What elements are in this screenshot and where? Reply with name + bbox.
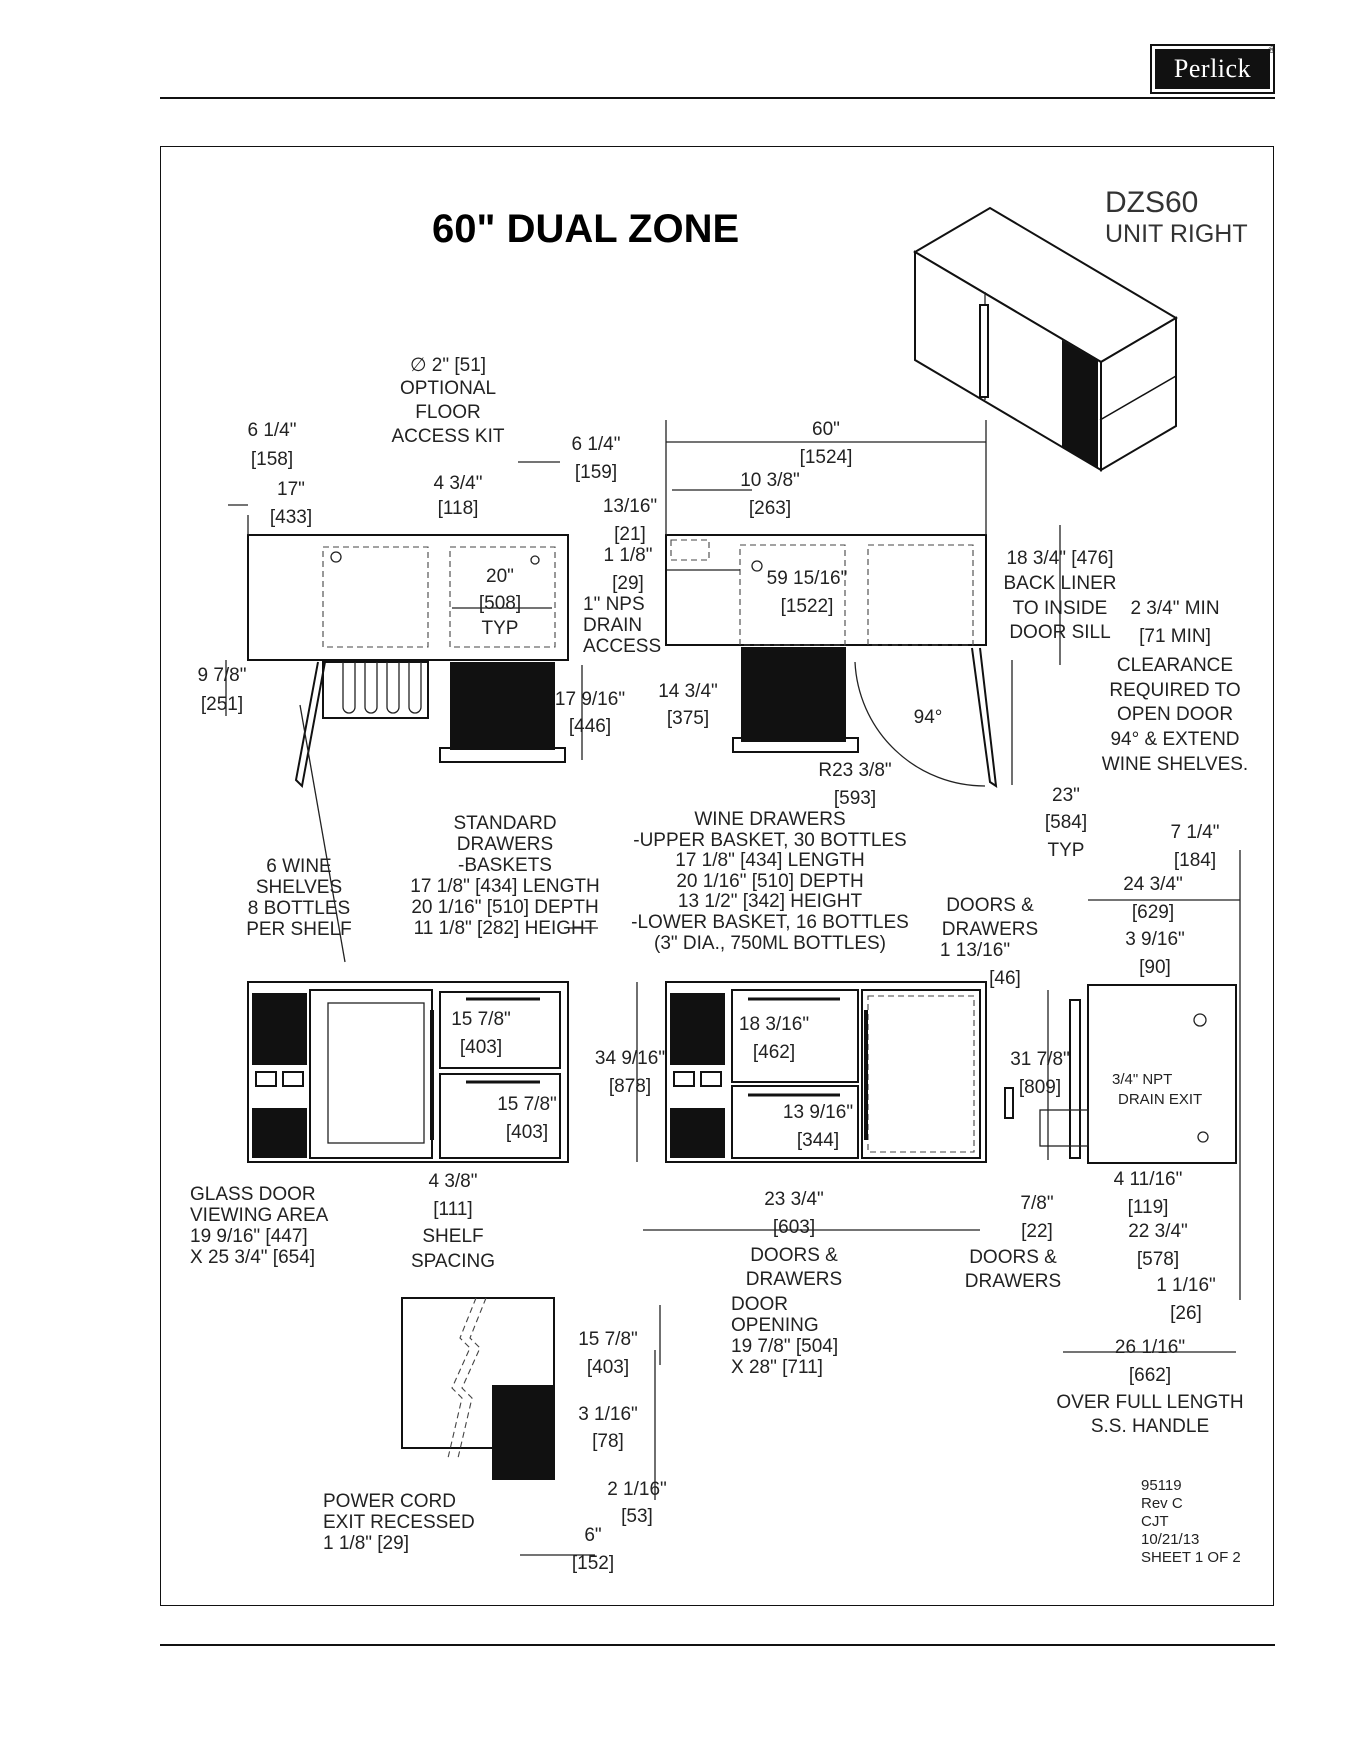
dim-59-15-16	[767, 568, 848, 617]
svg-text:DRAWERS: DRAWERS	[964, 1271, 1062, 1292]
dim-6-1-4-left	[247, 420, 296, 470]
detail-dim-2-1-16	[607, 1479, 667, 1527]
svg-text:23 3/4": 23 3/4"	[764, 1189, 824, 1210]
svg-text:[184]: [184]	[1173, 850, 1217, 871]
svg-text:[629]: [629]	[1131, 902, 1175, 923]
svg-text:X 28" [711]: X 28" [711]	[731, 1357, 823, 1378]
svg-text:GLASS DOOR: GLASS DOOR	[190, 1184, 316, 1205]
svg-text:20 1/16" [510] DEPTH: 20 1/16" [510] DEPTH	[676, 871, 864, 892]
svg-text:DRAIN: DRAIN	[583, 615, 643, 636]
svg-text:3 9/16": 3 9/16"	[1125, 929, 1185, 950]
svg-text:R23 3/8": R23 3/8"	[818, 760, 892, 781]
dim-7-8	[965, 1193, 1061, 1292]
svg-text:[878]: [878]	[608, 1076, 652, 1097]
svg-text:REQUIRED TO: REQUIRED TO	[1109, 680, 1241, 701]
dim-31-7-8	[1010, 1049, 1070, 1098]
svg-text:94° & EXTEND: 94° & EXTEND	[1110, 729, 1240, 750]
door-angle-label: 94°	[913, 707, 943, 728]
svg-text:SHELVES: SHELVES	[255, 877, 343, 898]
svg-text:11 1/8" [282] HEIGHT: 11 1/8" [282] HEIGHT	[413, 918, 597, 939]
svg-text:DRAWERS: DRAWERS	[456, 834, 554, 855]
svg-text:15 7/8": 15 7/8"	[497, 1094, 557, 1115]
svg-text:WINE DRAWERS: WINE DRAWERS	[694, 809, 846, 830]
svg-text:DOORS &: DOORS &	[969, 1247, 1057, 1268]
dim-17	[270, 479, 312, 528]
svg-text:DOORS &: DOORS &	[750, 1245, 838, 1266]
svg-text:[53]: [53]	[621, 1506, 653, 1527]
svg-text:13/16": 13/16"	[602, 496, 658, 517]
svg-text:[433]: [433]	[269, 507, 313, 528]
svg-text:[78]: [78]	[592, 1431, 624, 1452]
dim-22-3-4	[1128, 1221, 1188, 1270]
dim-15-7-8-lower	[497, 1094, 557, 1143]
doors-drawers-top-label	[940, 895, 1038, 989]
svg-text:[22]: [22]	[1021, 1221, 1053, 1242]
dim-14-3-4	[658, 681, 718, 729]
dim-1-1-16	[1156, 1275, 1216, 1324]
svg-text:OVER FULL LENGTH: OVER FULL LENGTH	[1056, 1392, 1244, 1413]
power-cord-label	[323, 1491, 475, 1554]
svg-text:2 1/16": 2 1/16"	[607, 1479, 667, 1500]
dim-18-3-16	[739, 1014, 809, 1063]
dim-1-1-8	[603, 545, 652, 594]
svg-text:10 3/8": 10 3/8"	[740, 470, 800, 491]
svg-text:-LOWER BASKET, 16 BOTTLES: -LOWER BASKET, 16 BOTTLES	[631, 912, 909, 933]
svg-text:[403]: [403]	[586, 1357, 630, 1378]
svg-text:[603]: [603]	[772, 1217, 816, 1238]
svg-text:PER SHELF: PER SHELF	[246, 919, 352, 940]
svg-text:[26]: [26]	[1170, 1303, 1202, 1324]
dim-4-3-4	[433, 473, 482, 519]
svg-text:9 7/8": 9 7/8"	[197, 665, 247, 686]
svg-text:OPEN DOOR: OPEN DOOR	[1116, 704, 1234, 725]
drain-access-label	[583, 594, 661, 657]
svg-text:[578]: [578]	[1136, 1249, 1180, 1270]
svg-text:[29]: [29]	[612, 573, 644, 594]
svg-text:1 13/16": 1 13/16"	[939, 940, 1011, 961]
drain-exit-label	[1112, 1071, 1202, 1108]
svg-text:13 1/2" [342] HEIGHT: 13 1/2" [342] HEIGHT	[677, 891, 863, 912]
svg-text:DRAIN EXIT: DRAIN EXIT	[1118, 1091, 1203, 1108]
svg-text:DOOR SILL: DOOR SILL	[1009, 622, 1111, 643]
svg-text:10/21/13: 10/21/13	[1141, 1531, 1200, 1548]
svg-text:[21]: [21]	[614, 524, 646, 545]
svg-text:DOORS &: DOORS &	[946, 895, 1034, 916]
svg-text:17 9/16": 17 9/16"	[554, 689, 626, 710]
svg-text:17": 17"	[277, 479, 305, 500]
svg-text:[119]: [119]	[1127, 1197, 1169, 1218]
svg-text:18 3/16": 18 3/16"	[738, 1014, 810, 1035]
glass-door-label	[190, 1184, 329, 1268]
dim-60	[800, 419, 853, 468]
svg-text:14 3/4": 14 3/4"	[658, 681, 718, 702]
title-block	[1141, 1477, 1241, 1566]
svg-text:[584]: [584]	[1044, 812, 1088, 833]
dim-9-7-8	[197, 665, 246, 715]
svg-text:[251]: [251]	[200, 694, 244, 715]
svg-text:[158]: [158]	[250, 449, 294, 470]
svg-text:OPENING: OPENING	[731, 1315, 819, 1336]
svg-text:-BASKETS: -BASKETS	[458, 855, 552, 876]
svg-text:[462]: [462]	[752, 1042, 796, 1063]
svg-text:[1522]: [1522]	[780, 596, 834, 617]
svg-text:DRAWERS: DRAWERS	[941, 919, 1039, 940]
svg-text:[152]: [152]	[571, 1553, 615, 1574]
svg-text:4 3/8": 4 3/8"	[428, 1171, 478, 1192]
svg-text:4 11/16": 4 11/16"	[1113, 1169, 1183, 1190]
floor-access-kit-label	[392, 355, 505, 447]
svg-text:BACK LINER: BACK LINER	[1003, 573, 1117, 594]
detail-view	[402, 1298, 555, 1480]
dim-6-1-4-right	[571, 434, 620, 483]
svg-text:CLEARANCE: CLEARANCE	[1116, 655, 1234, 676]
svg-text:8 BOTTLES: 8 BOTTLES	[247, 898, 351, 919]
dim-10-3-8	[740, 470, 800, 519]
dim-20	[479, 566, 521, 639]
model-subtitle: UNIT RIGHT	[1105, 220, 1248, 248]
detail-dim-6	[572, 1525, 614, 1574]
svg-text:23": 23"	[1052, 785, 1080, 806]
svg-text:[344]: [344]	[796, 1130, 840, 1151]
svg-text:(3" DIA., 750ML BOTTLES): (3" DIA., 750ML BOTTLES)	[654, 933, 886, 954]
door-opening-label	[731, 1294, 838, 1378]
detail-dim-15-7-8	[578, 1329, 638, 1378]
dim-15-7-8-upper	[451, 1009, 511, 1058]
svg-text:TYP: TYP	[1047, 840, 1085, 861]
svg-text:[263]: [263]	[748, 498, 792, 519]
svg-text:SPACING: SPACING	[410, 1251, 496, 1272]
svg-text:TYP: TYP	[481, 618, 519, 639]
svg-text:60": 60"	[812, 419, 840, 440]
drawing-title: 60" DUAL ZONE	[432, 207, 740, 251]
svg-text:[118]: [118]	[437, 498, 479, 519]
top-view-left	[248, 535, 568, 786]
svg-text:[403]: [403]	[459, 1037, 503, 1058]
dim-3-9-16	[1125, 929, 1185, 978]
svg-text:95119: 95119	[1141, 1477, 1182, 1494]
svg-text:STANDARD: STANDARD	[453, 813, 557, 834]
radius-label	[818, 760, 891, 809]
svg-text:SHEET 1 OF 2: SHEET 1 OF 2	[1141, 1549, 1241, 1566]
dim-24-3-4	[1123, 874, 1183, 923]
svg-text:[71 MIN]: [71 MIN]	[1139, 626, 1211, 647]
svg-text:20": 20"	[486, 566, 514, 587]
svg-text:Rev C: Rev C	[1141, 1495, 1183, 1512]
svg-text:CJT: CJT	[1141, 1513, 1169, 1530]
svg-text:13 9/16": 13 9/16"	[782, 1102, 854, 1123]
svg-text:6 1/4": 6 1/4"	[247, 420, 297, 441]
svg-text:20 1/16" [510] DEPTH: 20 1/16" [510] DEPTH	[411, 897, 599, 918]
logo-text: Perlick	[1155, 49, 1270, 89]
svg-text:[46]: [46]	[989, 968, 1021, 989]
svg-text:17 1/8" [434] LENGTH: 17 1/8" [434] LENGTH	[410, 876, 600, 897]
svg-text:[446]: [446]	[568, 716, 612, 737]
dim-7-1-4	[1170, 822, 1219, 871]
svg-text:[159]: [159]	[574, 462, 618, 483]
svg-text:OPTIONAL: OPTIONAL	[399, 378, 497, 399]
svg-text:26 1/16": 26 1/16"	[1114, 1337, 1186, 1358]
svg-text:[593]: [593]	[833, 788, 877, 809]
wine-shelves-callout	[246, 856, 352, 940]
svg-text:[508]: [508]	[478, 593, 522, 614]
dim-4-11-16	[1114, 1169, 1183, 1218]
svg-text:VIEWING AREA: VIEWING AREA	[190, 1205, 329, 1226]
svg-text:4 3/4": 4 3/4"	[433, 473, 483, 494]
svg-text:22 3/4": 22 3/4"	[1128, 1221, 1188, 1242]
svg-text:3/4" NPT: 3/4" NPT	[1112, 1071, 1173, 1088]
svg-text:[403]: [403]	[505, 1122, 549, 1143]
svg-text:6": 6"	[584, 1525, 602, 1546]
svg-text:[662]: [662]	[1128, 1365, 1172, 1386]
svg-text:EXIT RECESSED: EXIT RECESSED	[323, 1512, 475, 1533]
shelf-spacing-label	[411, 1171, 495, 1272]
dim-23	[1045, 785, 1087, 861]
svg-text:24 3/4": 24 3/4"	[1123, 874, 1183, 895]
svg-text:7/8": 7/8"	[1020, 1193, 1054, 1214]
registered-mark: ®	[1268, 45, 1275, 55]
svg-text:FLOOR: FLOOR	[415, 402, 481, 423]
dim-34-9-16	[595, 1048, 665, 1097]
svg-text:15 7/8": 15 7/8"	[578, 1329, 638, 1350]
svg-text:1 1/8" [29]: 1 1/8" [29]	[323, 1533, 409, 1554]
detail-dim-3-1-16	[578, 1404, 638, 1452]
svg-text:WINE SHELVES.: WINE SHELVES.	[1101, 754, 1249, 775]
svg-text:1" NPS: 1" NPS	[583, 594, 645, 615]
svg-text:[111]: [111]	[433, 1199, 473, 1220]
clearance-label	[1102, 598, 1248, 775]
model-number: DZS60	[1105, 186, 1199, 219]
svg-text:[1524]: [1524]	[799, 447, 853, 468]
svg-text:DOOR: DOOR	[731, 1294, 788, 1315]
svg-text:1 1/8": 1 1/8"	[603, 545, 653, 566]
svg-text:ACCESS KIT: ACCESS KIT	[391, 426, 505, 447]
svg-text:6 1/4": 6 1/4"	[571, 434, 621, 455]
svg-text:ACCESS: ACCESS	[583, 636, 662, 657]
svg-text:-UPPER BASKET, 30 BOTTLES: -UPPER BASKET, 30 BOTTLES	[633, 830, 907, 851]
svg-text:19 9/16" [447]: 19 9/16" [447]	[190, 1226, 308, 1247]
dim-17-9-16	[555, 689, 625, 737]
svg-text:SHELF: SHELF	[422, 1226, 484, 1247]
svg-text:[90]: [90]	[1139, 957, 1171, 978]
svg-text:34 9/16": 34 9/16"	[594, 1048, 666, 1069]
svg-text:∅ 2" [51]: ∅ 2" [51]	[409, 355, 487, 376]
svg-text:15 7/8": 15 7/8"	[451, 1009, 511, 1030]
wine-drawers-callout	[631, 809, 909, 954]
svg-text:18 3/4" [476]: 18 3/4" [476]	[1006, 548, 1114, 569]
svg-text:TO INSIDE: TO INSIDE	[1012, 598, 1108, 619]
svg-text:3 1/16": 3 1/16"	[578, 1404, 638, 1425]
svg-text:1 1/16": 1 1/16"	[1156, 1275, 1216, 1296]
svg-text:59 15/16": 59 15/16"	[766, 568, 848, 589]
dim-23-3-4	[746, 1189, 842, 1290]
svg-text:6 WINE: 6 WINE	[266, 856, 332, 877]
svg-text:17 1/8" [434] LENGTH: 17 1/8" [434] LENGTH	[675, 850, 865, 871]
svg-text:19 7/8" [504]: 19 7/8" [504]	[731, 1336, 839, 1357]
dim-13-9-16	[783, 1102, 853, 1151]
svg-text:POWER CORD: POWER CORD	[323, 1491, 456, 1512]
standard-drawers-callout	[410, 813, 599, 939]
svg-text:DRAWERS: DRAWERS	[745, 1269, 843, 1290]
svg-text:2 3/4" MIN: 2 3/4" MIN	[1130, 598, 1220, 619]
svg-text:X 25 3/4" [654]: X 25 3/4" [654]	[190, 1247, 316, 1268]
dim-13-16	[603, 496, 657, 545]
svg-text:7 1/4": 7 1/4"	[1170, 822, 1220, 843]
svg-text:S.S. HANDLE: S.S. HANDLE	[1090, 1416, 1210, 1437]
svg-text:[375]: [375]	[666, 708, 710, 729]
svg-text:31 7/8": 31 7/8"	[1010, 1049, 1070, 1070]
svg-text:[809]: [809]	[1018, 1077, 1062, 1098]
